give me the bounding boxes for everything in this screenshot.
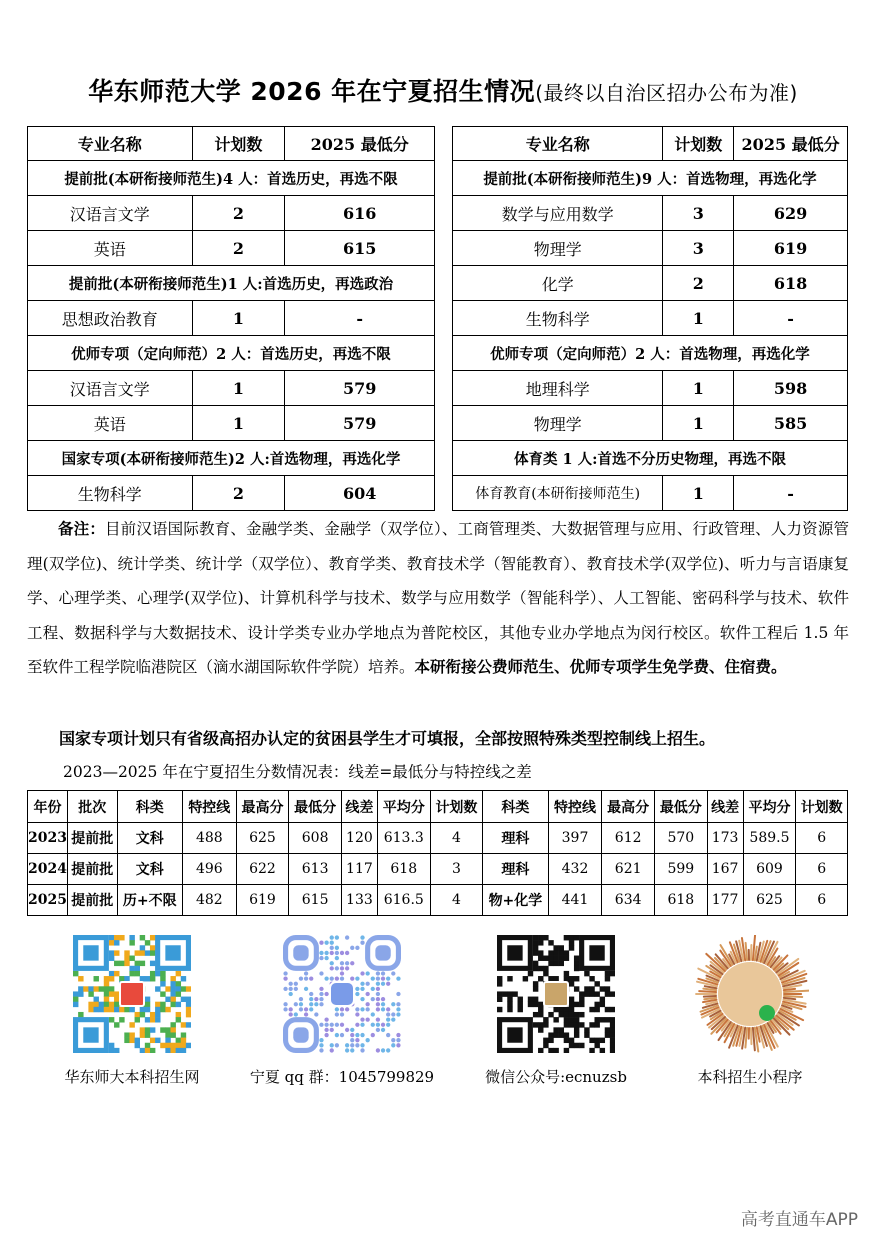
min-score-cell: 618 xyxy=(734,266,848,301)
history-cell: 提前批 xyxy=(67,854,117,885)
title-main: 华东师范大学 2026 年在宁夏招生情况 xyxy=(88,77,536,106)
history-cell: 482 xyxy=(182,885,236,916)
section-header-row xyxy=(28,266,435,301)
major-name-cell: 物理学 xyxy=(453,231,663,266)
min-score-cell: 616 xyxy=(285,196,435,231)
plan-count-cell: 1 xyxy=(192,301,285,336)
history-cell: 3 xyxy=(430,854,483,885)
history-header-cell: 平均分 xyxy=(377,791,430,823)
history-cell: 6 xyxy=(796,823,848,854)
history-cell: 613 xyxy=(289,854,342,885)
plan-count-cell: 2 xyxy=(663,266,734,301)
table-row xyxy=(28,476,435,511)
major-name-cell: 物理学 xyxy=(453,406,663,441)
history-row xyxy=(28,823,848,854)
major-name-cell: 数学与应用数学 xyxy=(453,196,663,231)
history-row xyxy=(28,885,848,916)
right-majors-table xyxy=(452,126,848,511)
history-cell: 612 xyxy=(602,823,655,854)
history-cell: 提前批 xyxy=(67,885,117,916)
plan-count-cell: 1 xyxy=(663,406,734,441)
major-name-cell: 汉语言文学 xyxy=(28,371,193,406)
history-cell: 6 xyxy=(796,885,848,916)
history-header-cell: 线差 xyxy=(341,791,377,823)
major-name-cell: 生物科学 xyxy=(28,476,193,511)
section-header: 优师专项（定向师范）2 人：首选历史，再选不限 xyxy=(28,336,435,371)
history-cell: 177 xyxy=(707,885,743,916)
table-row xyxy=(453,371,848,406)
table-header-row xyxy=(28,127,435,161)
qr-code-label: 宁夏 qq 群：1045799829 xyxy=(249,1068,435,1086)
history-row xyxy=(28,854,848,885)
history-cell: 173 xyxy=(707,823,743,854)
history-cell: 167 xyxy=(707,854,743,885)
history-cell: 432 xyxy=(548,854,602,885)
history-cell: 570 xyxy=(654,823,707,854)
table-row xyxy=(453,301,848,336)
history-cell: 625 xyxy=(236,823,289,854)
min-score-cell: - xyxy=(734,476,848,511)
min-score-cell: 579 xyxy=(285,406,435,441)
min-score-cell: 604 xyxy=(285,476,435,511)
history-header-cell: 科类 xyxy=(117,791,182,823)
header-major: 专业名称 xyxy=(453,127,663,161)
history-cell: 622 xyxy=(236,854,289,885)
plan-count-cell: 1 xyxy=(663,476,734,511)
major-name-cell: 化学 xyxy=(453,266,663,301)
qr-code-label: 本科招生小程序 xyxy=(697,1068,803,1086)
history-cell: 2025 xyxy=(28,885,68,916)
plan-count-cell: 3 xyxy=(663,231,734,266)
history-cell: 133 xyxy=(341,885,377,916)
table-row xyxy=(453,196,848,231)
history-cell: 397 xyxy=(548,823,602,854)
remarks-bold-text: 本研衔接公费师范生、优师专项学生免学费、住宿费。 xyxy=(414,657,787,676)
history-header-cell: 特控线 xyxy=(182,791,236,823)
history-cell: 496 xyxy=(182,854,236,885)
plan-count-cell: 2 xyxy=(192,231,285,266)
history-cell: 6 xyxy=(796,854,848,885)
qr-code-label: 华东师大本科招生网 xyxy=(64,1068,200,1086)
history-header-cell: 计划数 xyxy=(796,791,848,823)
history-header-cell: 最高分 xyxy=(602,791,655,823)
history-table-title: 2023—2025 年在宁夏招生分数情况表：线差=最低分与特控线之差 xyxy=(63,763,532,781)
history-header-cell: 批次 xyxy=(67,791,117,823)
history-cell: 提前批 xyxy=(67,823,117,854)
history-header-cell: 计划数 xyxy=(430,791,483,823)
min-score-cell: - xyxy=(734,301,848,336)
min-score-cell: 598 xyxy=(734,371,848,406)
history-cell: 441 xyxy=(548,885,602,916)
history-header-cell: 最高分 xyxy=(236,791,289,823)
major-name-cell: 生物科学 xyxy=(453,301,663,336)
table-row xyxy=(28,301,435,336)
history-cell: 616.5 xyxy=(377,885,430,916)
history-cell: 634 xyxy=(602,885,655,916)
section-header: 体育类 1 人:首选不分历史物理，再选不限 xyxy=(453,441,848,476)
plan-count-cell: 2 xyxy=(192,476,285,511)
table-row xyxy=(453,406,848,441)
mini-program-code-icon xyxy=(691,935,809,1053)
history-cell: 2023 xyxy=(28,823,68,854)
section-header-row xyxy=(453,441,848,476)
section-header: 提前批(本研衔接师范生)1 人:首选历史，再选政治 xyxy=(28,266,435,301)
header-major: 专业名称 xyxy=(28,127,193,161)
plan-count-cell: 3 xyxy=(663,196,734,231)
history-cell: 文科 xyxy=(117,854,182,885)
min-score-cell: 619 xyxy=(734,231,848,266)
major-name-cell: 地理科学 xyxy=(453,371,663,406)
history-header-cell: 最低分 xyxy=(654,791,707,823)
history-header-cell: 最低分 xyxy=(289,791,342,823)
plan-count-cell: 1 xyxy=(192,406,285,441)
history-cell: 4 xyxy=(430,823,483,854)
qr-code-qq-group-icon xyxy=(283,935,401,1053)
history-cell: 609 xyxy=(743,854,796,885)
history-cell: 589.5 xyxy=(743,823,796,854)
history-cell: 488 xyxy=(182,823,236,854)
section-header: 提前批(本研衔接师范生)4 人：首选历史，再选不限 xyxy=(28,161,435,196)
major-name-cell: 思想政治教育 xyxy=(28,301,193,336)
history-cell: 理科 xyxy=(483,854,548,885)
title-note: (最终以自治区招办公布为准) xyxy=(535,81,798,105)
major-name-cell: 英语 xyxy=(28,406,193,441)
qr-code-label: 微信公众号:ecnuzsb xyxy=(485,1068,627,1086)
history-cell: 117 xyxy=(341,854,377,885)
section-header-row xyxy=(28,161,435,196)
history-cell: 618 xyxy=(377,854,430,885)
section-header: 国家专项(本研衔接师范生)2 人:首选物理，再选化学 xyxy=(28,441,435,476)
min-score-cell: 629 xyxy=(734,196,848,231)
history-cell: 理科 xyxy=(483,823,548,854)
history-cell: 615 xyxy=(289,885,342,916)
table-row xyxy=(453,476,848,511)
history-cell: 613.3 xyxy=(377,823,430,854)
min-score-cell: - xyxy=(285,301,435,336)
plan-count-cell: 1 xyxy=(663,371,734,406)
remarks-text: 目前汉语国际教育、金融学类、金融学（双学位）、工商管理类、大数据管理与应用、行政管理、人力资源管理(双学位)、统计学类、统计学（双学位）、教育学类、教育技术学（智能教育）、教育技术学(双学位)、听力与言语康复学、心理学类、心理学(双学位)、计算机科学与技术、数学与应用数学（智能科学）、人工智能、密码科学与技术、软件工程、数据科学与大数据技术、设计学类专业办学地点为普陀校区，其他专业办学地点为闵行校区。软件工程后 1.5 年至软件工程学院临港院区（滴水湖国际软件学院）培养。 xyxy=(27,520,849,676)
history-cell: 618 xyxy=(654,885,707,916)
history-cell: 599 xyxy=(654,854,707,885)
section-header: 优师专项（定向师范）2 人：首选物理，再选化学 xyxy=(453,336,848,371)
header-score: 2025 最低分 xyxy=(734,127,848,161)
history-cell: 619 xyxy=(236,885,289,916)
header-score: 2025 最低分 xyxy=(285,127,435,161)
page-title xyxy=(0,72,886,108)
remarks-paragraph xyxy=(27,512,849,685)
table-row xyxy=(28,231,435,266)
section-header-row xyxy=(28,336,435,371)
qr-code-admissions-website-icon xyxy=(73,935,191,1053)
history-header-cell: 年份 xyxy=(28,791,68,823)
table-row xyxy=(453,231,848,266)
header-plan: 计划数 xyxy=(663,127,734,161)
min-score-cell: 615 xyxy=(285,231,435,266)
major-name-cell: 汉语言文学 xyxy=(28,196,193,231)
section-header-row xyxy=(28,441,435,476)
history-header-cell: 科类 xyxy=(483,791,548,823)
history-header-cell: 特控线 xyxy=(548,791,602,823)
watermark: 高考直通车APP xyxy=(740,1210,858,1230)
national-special-note: 国家专项计划只有省级高招办认定的贫困县学生才可填报，全部按照特殊类型控制线上招生。 xyxy=(59,729,716,748)
section-header: 提前批(本研衔接师范生)9 人：首选物理，再选化学 xyxy=(453,161,848,196)
history-cell: 文科 xyxy=(117,823,182,854)
min-score-cell: 579 xyxy=(285,371,435,406)
history-cell: 621 xyxy=(602,854,655,885)
history-header-row xyxy=(28,791,848,823)
section-header-row xyxy=(453,336,848,371)
qr-code-wechat-official-icon xyxy=(497,935,615,1053)
history-cell: 625 xyxy=(743,885,796,916)
history-cell: 2024 xyxy=(28,854,68,885)
min-score-cell: 585 xyxy=(734,406,848,441)
left-majors-table xyxy=(27,126,435,511)
plan-count-cell: 2 xyxy=(192,196,285,231)
history-cell: 物+化学 xyxy=(483,885,548,916)
table-row xyxy=(453,266,848,301)
major-name-cell: 体育教育(本研衔接师范生) xyxy=(453,476,663,511)
plan-count-cell: 1 xyxy=(663,301,734,336)
table-row xyxy=(28,196,435,231)
history-cell: 4 xyxy=(430,885,483,916)
table-row xyxy=(28,406,435,441)
history-cell: 历+不限 xyxy=(117,885,182,916)
history-cell: 608 xyxy=(289,823,342,854)
section-header-row xyxy=(453,161,848,196)
history-scores-table xyxy=(27,790,848,916)
history-header-cell: 线差 xyxy=(707,791,743,823)
remarks-label: 备注： xyxy=(58,519,105,538)
history-cell: 120 xyxy=(341,823,377,854)
major-name-cell: 英语 xyxy=(28,231,193,266)
history-header-cell: 平均分 xyxy=(743,791,796,823)
plan-count-cell: 1 xyxy=(192,371,285,406)
table-header-row xyxy=(453,127,848,161)
table-row xyxy=(28,371,435,406)
header-plan: 计划数 xyxy=(192,127,285,161)
